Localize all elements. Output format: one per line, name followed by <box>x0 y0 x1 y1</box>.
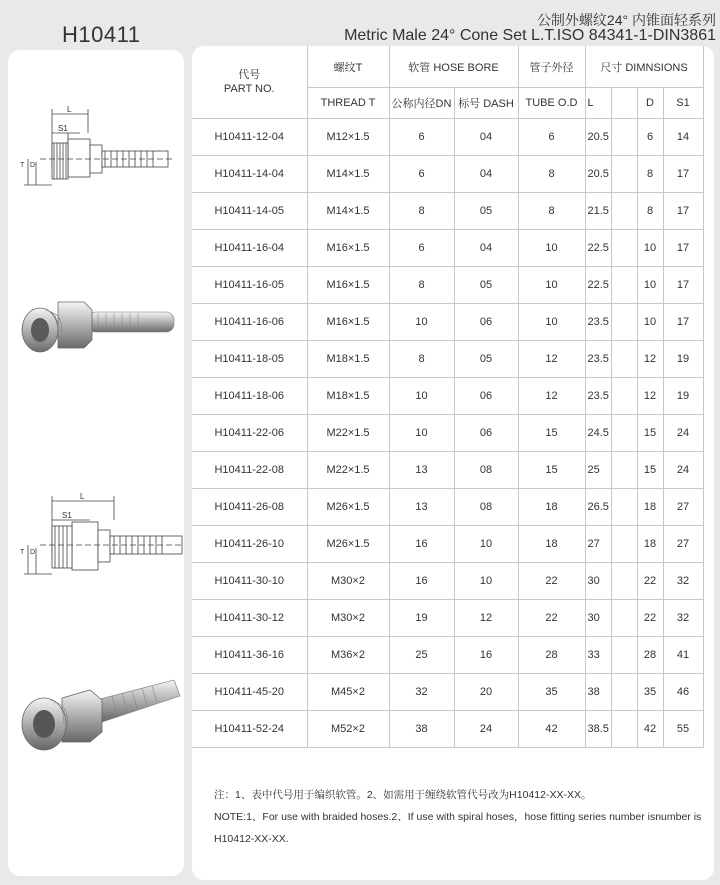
cell-part-no: H10411-12-04 <box>192 119 307 156</box>
cell-tube-od: 15 <box>518 452 585 489</box>
cell-dash: 08 <box>454 489 518 526</box>
cell-blank <box>611 230 637 267</box>
cell-d: 15 <box>637 415 663 452</box>
cell-l: 30 <box>585 563 611 600</box>
header-part-no-en: PART NO. <box>223 83 275 95</box>
table-row <box>192 526 703 563</box>
cell-s1: 55 <box>663 711 703 748</box>
cell-thread: M26×1.5 <box>307 526 389 563</box>
cell-dn: 10 <box>389 378 454 415</box>
cell-dash: 12 <box>454 600 518 637</box>
cell-s1: 27 <box>663 526 703 563</box>
cell-d: 12 <box>637 378 663 415</box>
header-s1: S1 <box>663 88 703 119</box>
cell-dn: 13 <box>389 489 454 526</box>
cell-thread: M22×1.5 <box>307 452 389 489</box>
cell-part-no: H10411-45-20 <box>192 674 307 711</box>
cell-blank <box>611 415 637 452</box>
cell-dn: 10 <box>389 304 454 341</box>
cell-s1: 24 <box>663 415 703 452</box>
cell-thread: M14×1.5 <box>307 156 389 193</box>
dim-label-l-2: L <box>80 492 85 501</box>
cell-l: 20.5 <box>585 119 611 156</box>
cell-d: 42 <box>637 711 663 748</box>
cell-dn: 16 <box>389 563 454 600</box>
cell-tube-od: 8 <box>518 156 585 193</box>
cell-thread: M36×2 <box>307 637 389 674</box>
cell-l: 22.5 <box>585 230 611 267</box>
header-hose-bore: 软管 HOSE BORE <box>389 46 518 88</box>
cell-dn: 8 <box>389 267 454 304</box>
table-row <box>192 156 703 193</box>
cell-blank <box>611 600 637 637</box>
cell-part-no: H10411-22-06 <box>192 415 307 452</box>
cell-dn: 13 <box>389 452 454 489</box>
cell-tube-od: 22 <box>518 600 585 637</box>
series-title-en: Metric Male 24° Cone Set L.T.ISO 84341-1-DIN3861 <box>344 27 716 44</box>
cell-dash: 05 <box>454 267 518 304</box>
dim-label-t: T <box>20 162 25 169</box>
header-part-no-cn: 代号 <box>238 69 261 81</box>
cell-dn: 8 <box>389 341 454 378</box>
cell-part-no: H10411-26-10 <box>192 526 307 563</box>
cell-dash: 05 <box>454 193 518 230</box>
cell-thread: M12×1.5 <box>307 119 389 156</box>
cell-thread: M14×1.5 <box>307 193 389 230</box>
cell-d: 10 <box>637 304 663 341</box>
cell-blank <box>611 489 637 526</box>
header-blank <box>611 88 637 119</box>
cell-s1: 17 <box>663 193 703 230</box>
cell-dn: 19 <box>389 600 454 637</box>
cell-tube-od: 12 <box>518 341 585 378</box>
cell-part-no: H10411-16-05 <box>192 267 307 304</box>
table-row <box>192 341 703 378</box>
header-thread-cn: 螺纹T <box>307 46 389 88</box>
cell-tube-od: 10 <box>518 267 585 304</box>
cell-blank <box>611 563 637 600</box>
cell-blank <box>611 378 637 415</box>
cell-dash: 05 <box>454 341 518 378</box>
cell-s1: 24 <box>663 452 703 489</box>
cell-dn: 38 <box>389 711 454 748</box>
note-en-line2: H10412-XX-XX. <box>214 833 289 845</box>
cell-thread: M26×1.5 <box>307 489 389 526</box>
cell-part-no: H10411-18-06 <box>192 378 307 415</box>
header-thread-en: THREAD T <box>307 88 389 119</box>
cell-part-no: H10411-14-05 <box>192 193 307 230</box>
cell-thread: M16×1.5 <box>307 230 389 267</box>
cell-part-no: H10411-30-12 <box>192 600 307 637</box>
cell-dn: 6 <box>389 156 454 193</box>
cell-blank <box>611 193 637 230</box>
series-title-cn: 公制外螺纹24° 内锥面轻系列 <box>536 12 716 28</box>
cell-tube-od: 35 <box>518 674 585 711</box>
header-tube-cn: 管子外径 <box>518 46 585 88</box>
spec-panel <box>192 46 714 880</box>
cell-thread: M22×1.5 <box>307 415 389 452</box>
cell-tube-od: 18 <box>518 489 585 526</box>
cell-l: 23.5 <box>585 341 611 378</box>
cell-blank <box>611 711 637 748</box>
table-row <box>192 600 703 637</box>
cell-d: 8 <box>637 156 663 193</box>
cell-l: 24.5 <box>585 415 611 452</box>
table-row <box>192 193 703 230</box>
cell-tube-od: 22 <box>518 563 585 600</box>
header-d: D <box>637 88 663 119</box>
product-code-title: H10411 <box>62 22 141 47</box>
cell-part-no: H10411-18-05 <box>192 341 307 378</box>
cell-part-no: H10411-16-06 <box>192 304 307 341</box>
cell-s1: 17 <box>663 156 703 193</box>
table-row <box>192 378 703 415</box>
cell-l: 38.5 <box>585 711 611 748</box>
cell-l: 30 <box>585 600 611 637</box>
cell-part-no: H10411-52-24 <box>192 711 307 748</box>
cell-d: 15 <box>637 452 663 489</box>
dim-label-s1-2: S1 <box>62 511 72 520</box>
cell-dash: 20 <box>454 674 518 711</box>
cell-d: 6 <box>637 119 663 156</box>
cell-s1: 27 <box>663 489 703 526</box>
cell-d: 28 <box>637 637 663 674</box>
note-en-line1: NOTE:1、For use with braided hoses.2、If use with spiral hoses，hose fitting series number isnumber is <box>214 811 702 823</box>
cell-s1: 19 <box>663 378 703 415</box>
cell-tube-od: 15 <box>518 415 585 452</box>
cell-blank <box>611 304 637 341</box>
cell-thread: M52×2 <box>307 711 389 748</box>
cell-blank <box>611 156 637 193</box>
cell-s1: 17 <box>663 230 703 267</box>
cell-blank <box>611 526 637 563</box>
cell-tube-od: 12 <box>518 378 585 415</box>
spec-table <box>192 46 704 748</box>
cell-dn: 8 <box>389 193 454 230</box>
cell-part-no: H10411-30-10 <box>192 563 307 600</box>
cell-tube-od: 42 <box>518 711 585 748</box>
cell-l: 23.5 <box>585 304 611 341</box>
cell-dash: 06 <box>454 415 518 452</box>
cell-part-no: H10411-26-08 <box>192 489 307 526</box>
table-row <box>192 563 703 600</box>
cell-l: 23.5 <box>585 378 611 415</box>
cell-blank <box>611 119 637 156</box>
cell-l: 27 <box>585 526 611 563</box>
cell-tube-od: 6 <box>518 119 585 156</box>
table-row <box>192 415 703 452</box>
cell-tube-od: 10 <box>518 304 585 341</box>
cell-blank <box>611 452 637 489</box>
dim-label-d: D <box>30 162 36 169</box>
table-row <box>192 304 703 341</box>
cell-l: 20.5 <box>585 156 611 193</box>
fitting-drawing-bottom <box>10 492 185 587</box>
cell-dash: 16 <box>454 637 518 674</box>
cell-s1: 41 <box>663 637 703 674</box>
header-dash: 标号 DASH <box>454 88 518 119</box>
cell-thread: M18×1.5 <box>307 341 389 378</box>
cell-dn: 10 <box>389 415 454 452</box>
cell-d: 18 <box>637 489 663 526</box>
cell-d: 8 <box>637 193 663 230</box>
cell-s1: 46 <box>663 674 703 711</box>
table-row <box>192 489 703 526</box>
cell-l: 26.5 <box>585 489 611 526</box>
table-row <box>192 119 703 156</box>
cell-dn: 6 <box>389 119 454 156</box>
cell-s1: 17 <box>663 267 703 304</box>
cell-d: 22 <box>637 600 663 637</box>
cell-blank <box>611 637 637 674</box>
cell-tube-od: 10 <box>518 230 585 267</box>
cell-tube-od: 18 <box>518 526 585 563</box>
cell-dash: 10 <box>454 563 518 600</box>
cell-l: 22.5 <box>585 267 611 304</box>
table-row <box>192 452 703 489</box>
cell-d: 22 <box>637 563 663 600</box>
table-row <box>192 230 703 267</box>
cell-d: 10 <box>637 267 663 304</box>
table-row <box>192 674 703 711</box>
cell-d: 35 <box>637 674 663 711</box>
cell-dn: 16 <box>389 526 454 563</box>
cell-d: 12 <box>637 341 663 378</box>
cell-dash: 08 <box>454 452 518 489</box>
header-tube-en: TUBE O.D <box>518 88 585 119</box>
dim-label-t-2: T <box>20 549 25 556</box>
cell-blank <box>611 267 637 304</box>
cell-l: 38 <box>585 674 611 711</box>
dim-label-l: L <box>67 105 72 114</box>
cell-thread: M16×1.5 <box>307 304 389 341</box>
fitting-photo-top <box>18 288 183 363</box>
cell-d: 10 <box>637 230 663 267</box>
cell-l: 21.5 <box>585 193 611 230</box>
table-row <box>192 637 703 674</box>
cell-tube-od: 8 <box>518 193 585 230</box>
cell-thread: M30×2 <box>307 600 389 637</box>
cell-part-no: H10411-36-16 <box>192 637 307 674</box>
cell-s1: 14 <box>663 119 703 156</box>
cell-part-no: H10411-22-08 <box>192 452 307 489</box>
notes-block <box>214 785 704 851</box>
cell-dash: 04 <box>454 156 518 193</box>
cell-part-no: H10411-16-04 <box>192 230 307 267</box>
header-part-no <box>192 46 307 119</box>
cell-dash: 06 <box>454 378 518 415</box>
dim-label-s1: S1 <box>58 124 68 133</box>
cell-d: 18 <box>637 526 663 563</box>
cell-s1: 17 <box>663 304 703 341</box>
fitting-drawing-top <box>10 105 185 200</box>
cell-blank <box>611 674 637 711</box>
header-dimensions: 尺寸 DIMNSIONS <box>585 46 703 88</box>
cell-dn: 32 <box>389 674 454 711</box>
note-cn: 注：1、表中代号用于编织软管。2、如需用于缠绕软管代号改为H10412-XX-XX。 <box>214 789 592 801</box>
header-l: L <box>585 88 611 119</box>
table-row <box>192 711 703 748</box>
cell-thread: M45×2 <box>307 674 389 711</box>
cell-dash: 04 <box>454 119 518 156</box>
fitting-photo-bottom <box>16 672 184 762</box>
cell-tube-od: 28 <box>518 637 585 674</box>
cell-dash: 06 <box>454 304 518 341</box>
cell-thread: M30×2 <box>307 563 389 600</box>
cell-dn: 25 <box>389 637 454 674</box>
cell-dash: 04 <box>454 230 518 267</box>
cell-dash: 24 <box>454 711 518 748</box>
cell-thread: M16×1.5 <box>307 267 389 304</box>
dim-label-d-2: D <box>30 549 36 556</box>
table-row <box>192 267 703 304</box>
cell-s1: 32 <box>663 600 703 637</box>
cell-dash: 10 <box>454 526 518 563</box>
cell-blank <box>611 341 637 378</box>
cell-l: 25 <box>585 452 611 489</box>
cell-s1: 19 <box>663 341 703 378</box>
header-dn: 公称内径DN <box>389 88 454 119</box>
cell-l: 33 <box>585 637 611 674</box>
cell-thread: M18×1.5 <box>307 378 389 415</box>
cell-part-no: H10411-14-04 <box>192 156 307 193</box>
cell-s1: 32 <box>663 563 703 600</box>
cell-dn: 6 <box>389 230 454 267</box>
